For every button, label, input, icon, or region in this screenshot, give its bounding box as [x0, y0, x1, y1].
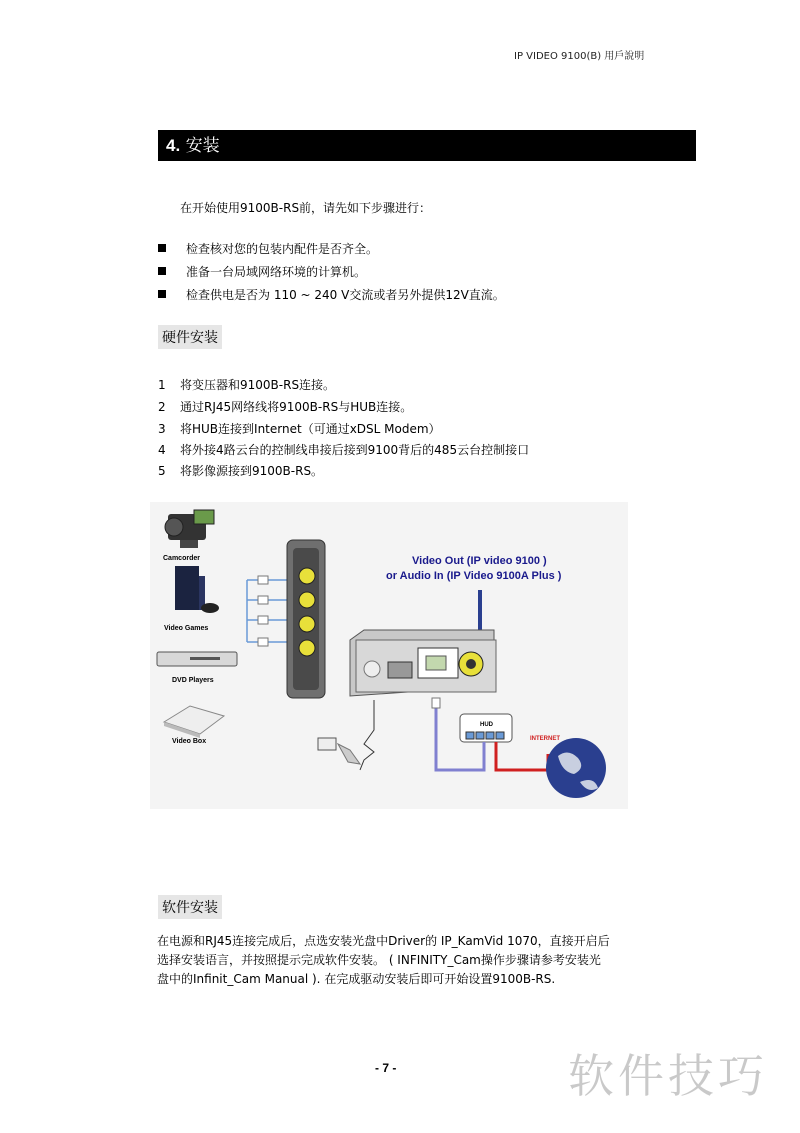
square-bullet-icon: [158, 267, 166, 275]
source-label: Video Games: [164, 625, 209, 632]
internet-label: INTERNET: [530, 736, 560, 742]
square-bullet-icon: [158, 244, 166, 252]
section-title-bar: [158, 130, 696, 161]
square-bullet-icon: [158, 290, 166, 298]
software-heading: 软件安装: [158, 895, 222, 919]
hardware-step: 2 通过RJ45网络线将9100B-RS与HUB连接。: [158, 400, 413, 414]
ipvideo-device-back: [350, 630, 496, 696]
hub-label: HUD: [480, 722, 493, 728]
section-title: 安装: [185, 136, 220, 156]
section-number: 4.: [166, 136, 181, 155]
source-label: Camcorder: [163, 555, 200, 562]
checklist-item: 准备一台局域网络环境的计算机。: [158, 263, 366, 280]
source-label: DVD Players: [172, 677, 214, 684]
diagram-caption-line1: Video Out (IP video 9100 ): [412, 555, 547, 567]
hardware-step: 1 将变压器和9100B-RS连接。: [158, 378, 336, 392]
globe-icon: [546, 738, 606, 798]
document-header: IP VIDEO 9100(B) 用戶說明: [514, 51, 645, 62]
ipvideo-device-front: [287, 540, 325, 698]
hub-icon: [460, 714, 512, 742]
diagram-caption-line2: or Audio In (IP Video 9100A Plus ): [386, 570, 562, 582]
checklist-item: 检查核对您的包装内配件是否齐全。: [158, 240, 378, 257]
intro-text: 在开始使用9100B-RS前，请先如下步骤进行：: [180, 201, 432, 215]
power-outlet-icon: [318, 738, 336, 750]
hardware-step: 3 将HUB连接到Internet（可通过xDSL Modem）: [158, 422, 441, 436]
connection-diagram: [150, 502, 628, 809]
hardware-heading: 硬件安装: [158, 325, 222, 349]
hardware-step: 5 将影像源接到9100B-RS。: [158, 464, 324, 478]
source-label: Video Box: [172, 738, 207, 745]
software-paragraph: 在电源和RJ45连接完成后，点选安装光盘中Driver的 IP_KamVid 1070，直接开启后 选择安装语言，并按照提示完成软件安装。 ( INFINITY_Cam操作步骤请参考安装光 盘中的Infinit_Cam Manual ). 在完成驱动安装后即可开始设置9100B-RS.: [157, 934, 610, 986]
watermark-text: 软件技巧: [568, 1049, 768, 1103]
hardware-step: 4 将外接4路云台的控制线串接后接到9100背后的485云台控制接口: [158, 443, 530, 457]
dvd-player-icon: [157, 652, 237, 666]
page-number: - 7 -: [375, 1061, 397, 1075]
rj45-plug-icon: [432, 698, 440, 708]
checklist-item: 检查供电是否为 110 ~ 240 V交流或者另外提供12V直流。: [158, 286, 505, 303]
